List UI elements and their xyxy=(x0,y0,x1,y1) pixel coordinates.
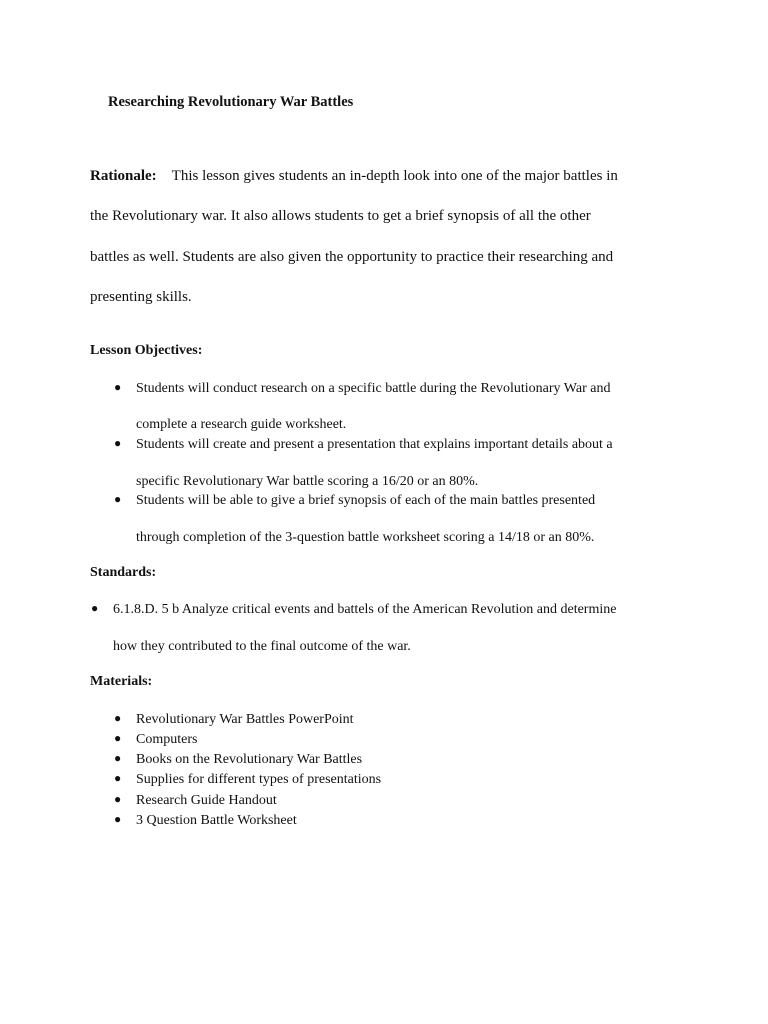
rationale-line-3: battles as well. Students are also given the opportunity to practice their researching and xyxy=(90,249,614,265)
material-label: Computers xyxy=(136,732,198,747)
bullet-icon: ● xyxy=(91,601,99,615)
objectives-heading: Lesson Objectives: xyxy=(90,343,203,358)
material-label: Revolutionary War Battles PowerPoint xyxy=(136,712,354,727)
objective-line-2: through completion of the 3-question battle worksheet scoring a 14/18 or an 80%. xyxy=(136,530,595,545)
standards-heading: Standards: xyxy=(90,565,157,580)
bullet-icon: ● xyxy=(114,751,122,765)
material-label: Research Guide Handout xyxy=(136,793,277,808)
bullet-icon: ● xyxy=(114,380,122,394)
objective-line-1: Students will create and present a presentation that explains important details about a xyxy=(136,437,613,452)
objective-line-2: complete a research guide worksheet. xyxy=(136,417,347,432)
material-label: Books on the Revolutionary War Battles xyxy=(136,752,363,767)
bullet-icon: ● xyxy=(114,711,122,725)
standard-line-1: 6.1.8.D. 5 b Analyze critical events and battels of the American Revolution and determine xyxy=(113,602,617,617)
objective-line-2: specific Revolutionary War battle scoring a 16/20 or an 80%. xyxy=(136,474,479,489)
material-label: 3 Question Battle Worksheet xyxy=(136,813,297,828)
bullet-icon: ● xyxy=(114,812,122,826)
rationale-text-1: This lesson gives students an in-depth look into one of the major battles in xyxy=(171,168,618,184)
bullet-icon: ● xyxy=(114,792,122,806)
objective-line-1: Students will conduct research on a specific battle during the Revolutionary War and xyxy=(136,381,611,396)
bullet-icon: ● xyxy=(114,771,122,785)
rationale-line-4: presenting skills. xyxy=(90,289,192,305)
rationale-line-2: the Revolutionary war. It also allows students to get a brief synopsis of all the other xyxy=(90,208,591,224)
material-label: Supplies for different types of presentations xyxy=(136,772,382,787)
bullet-icon: ● xyxy=(114,436,122,450)
document-title: Researching Revolutionary War Battles xyxy=(108,94,354,110)
rationale-line-1 xyxy=(90,166,618,186)
objective-line-1: Students will be able to give a brief synopsis of each of the main battles presented xyxy=(136,493,596,508)
standard-line-2: how they contributed to the final outcome of the war. xyxy=(113,639,411,654)
materials-heading: Materials: xyxy=(90,674,153,689)
bullet-icon: ● xyxy=(114,492,122,506)
rationale-label: Rationale: xyxy=(90,168,157,184)
bullet-icon: ● xyxy=(114,731,122,745)
